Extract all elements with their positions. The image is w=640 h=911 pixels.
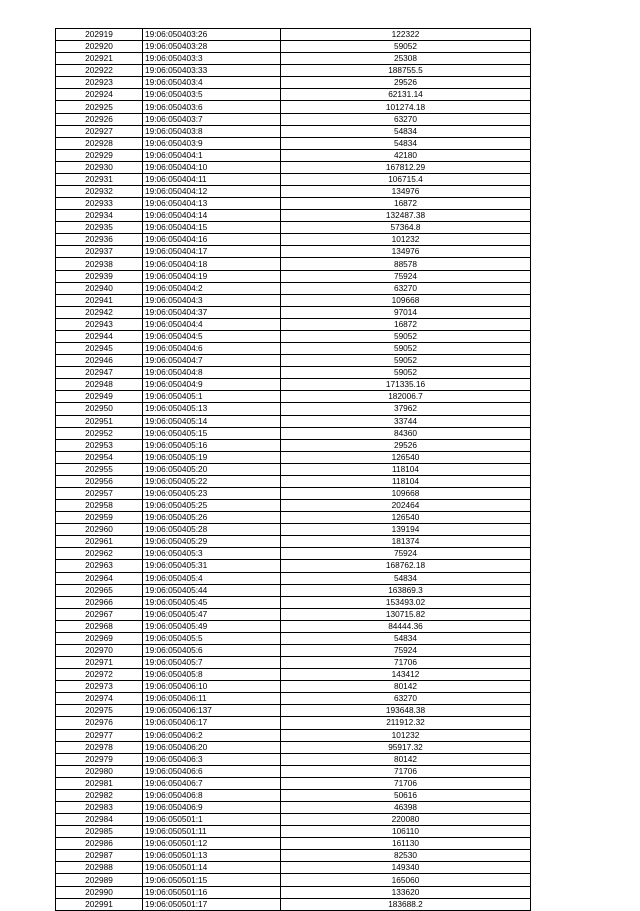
table-row — [56, 644, 531, 656]
cadastral-number-cell: 19:06:050404:19 — [143, 270, 281, 282]
cadastral-number-cell: 19:06:050403:9 — [143, 137, 281, 149]
row-number-cell: 202925 — [56, 101, 143, 113]
row-number-cell: 202975 — [56, 705, 143, 717]
value-cell: 88578 — [281, 258, 531, 270]
row-number-cell: 202937 — [56, 246, 143, 258]
table-row — [56, 572, 531, 584]
value-cell: 163869.3 — [281, 584, 531, 596]
row-number-cell: 202924 — [56, 89, 143, 101]
cadastral-number-cell: 19:06:050404:9 — [143, 379, 281, 391]
value-cell: 29526 — [281, 77, 531, 89]
cadastral-number-cell: 19:06:050404:18 — [143, 258, 281, 270]
value-cell: 59052 — [281, 355, 531, 367]
row-number-cell: 202960 — [56, 524, 143, 536]
value-cell: 101274.18 — [281, 101, 531, 113]
value-cell: 168762.18 — [281, 560, 531, 572]
value-cell: 133620 — [281, 886, 531, 898]
table-row — [56, 101, 531, 113]
cadastral-number-cell: 19:06:050406:10 — [143, 681, 281, 693]
table-row — [56, 886, 531, 898]
row-number-cell: 202952 — [56, 427, 143, 439]
value-cell: 59052 — [281, 367, 531, 379]
cadastral-number-cell: 19:06:050405:45 — [143, 596, 281, 608]
cadastral-number-cell: 19:06:050403:8 — [143, 125, 281, 137]
row-number-cell: 202977 — [56, 729, 143, 741]
table-row — [56, 427, 531, 439]
row-number-cell: 202954 — [56, 451, 143, 463]
cadastral-number-cell: 19:06:050405:15 — [143, 427, 281, 439]
table-row — [56, 451, 531, 463]
cadastral-number-cell: 19:06:050501:15 — [143, 874, 281, 886]
row-number-cell: 202959 — [56, 512, 143, 524]
value-cell: 220080 — [281, 814, 531, 826]
table-row — [56, 379, 531, 391]
row-number-cell: 202956 — [56, 475, 143, 487]
cadastral-number-cell: 19:06:050405:4 — [143, 572, 281, 584]
cadastral-number-cell: 19:06:050403:6 — [143, 101, 281, 113]
cadastral-number-cell: 19:06:050404:1 — [143, 149, 281, 161]
row-number-cell: 202957 — [56, 487, 143, 499]
cadastral-number-cell: 19:06:050405:22 — [143, 475, 281, 487]
value-cell: 130715.82 — [281, 608, 531, 620]
row-number-cell: 202966 — [56, 596, 143, 608]
row-number-cell: 202962 — [56, 548, 143, 560]
table-row — [56, 318, 531, 330]
row-number-cell: 202983 — [56, 802, 143, 814]
row-number-cell: 202964 — [56, 572, 143, 584]
cadastral-number-cell: 19:06:050501:14 — [143, 862, 281, 874]
table-row — [56, 608, 531, 620]
value-cell: 188755.5 — [281, 65, 531, 77]
table-row — [56, 294, 531, 306]
cadastral-number-cell: 19:06:050405:47 — [143, 608, 281, 620]
value-cell: 134976 — [281, 186, 531, 198]
table-row — [56, 41, 531, 53]
cadastral-number-cell: 19:06:050501:11 — [143, 826, 281, 838]
value-cell: 101232 — [281, 729, 531, 741]
value-cell: 122322 — [281, 29, 531, 41]
cadastral-number-cell: 19:06:050406:17 — [143, 717, 281, 729]
cadastral-number-cell: 19:06:050403:5 — [143, 89, 281, 101]
cadastral-number-cell: 19:06:050405:16 — [143, 439, 281, 451]
value-cell: 54834 — [281, 125, 531, 137]
cadastral-number-cell: 19:06:050404:8 — [143, 367, 281, 379]
cadastral-number-cell: 19:06:050404:14 — [143, 210, 281, 222]
row-number-cell: 202936 — [56, 234, 143, 246]
row-number-cell: 202927 — [56, 125, 143, 137]
data-table-sheet — [55, 28, 531, 911]
row-number-cell: 202967 — [56, 608, 143, 620]
row-number-cell: 202921 — [56, 53, 143, 65]
value-cell: 75924 — [281, 548, 531, 560]
row-number-cell: 202933 — [56, 198, 143, 210]
row-number-cell: 202926 — [56, 113, 143, 125]
cadastral-number-cell: 19:06:050405:49 — [143, 620, 281, 632]
cadastral-number-cell: 19:06:050405:26 — [143, 512, 281, 524]
table-row — [56, 802, 531, 814]
row-number-cell: 202976 — [56, 717, 143, 729]
cadastral-number-cell: 19:06:050403:26 — [143, 29, 281, 41]
table-row — [56, 173, 531, 185]
table-row — [56, 548, 531, 560]
table-row — [56, 524, 531, 536]
row-number-cell: 202973 — [56, 681, 143, 693]
table-row — [56, 487, 531, 499]
row-number-cell: 202991 — [56, 898, 143, 910]
cadastral-number-cell: 19:06:050405:8 — [143, 669, 281, 681]
table-row — [56, 137, 531, 149]
row-number-cell: 202950 — [56, 403, 143, 415]
table-row — [56, 306, 531, 318]
table-row — [56, 693, 531, 705]
row-number-cell: 202944 — [56, 330, 143, 342]
row-number-cell: 202947 — [56, 367, 143, 379]
value-cell: 62131.14 — [281, 89, 531, 101]
cadastral-number-cell: 19:06:050405:5 — [143, 632, 281, 644]
value-cell: 118104 — [281, 463, 531, 475]
table-row — [56, 222, 531, 234]
table-row — [56, 234, 531, 246]
table-row — [56, 500, 531, 512]
table-row — [56, 898, 531, 910]
row-number-cell: 202929 — [56, 149, 143, 161]
value-cell: 183688.2 — [281, 898, 531, 910]
cadastral-number-cell: 19:06:050404:2 — [143, 282, 281, 294]
table-row — [56, 391, 531, 403]
row-number-cell: 202951 — [56, 415, 143, 427]
table-row — [56, 681, 531, 693]
table-row — [56, 463, 531, 475]
value-cell: 153493.02 — [281, 596, 531, 608]
cadastral-number-cell: 19:06:050406:8 — [143, 789, 281, 801]
value-cell: 71706 — [281, 765, 531, 777]
cadastral-number-cell: 19:06:050405:6 — [143, 644, 281, 656]
table-row — [56, 89, 531, 101]
row-number-cell: 202963 — [56, 560, 143, 572]
value-cell: 211912.32 — [281, 717, 531, 729]
value-cell: 75924 — [281, 270, 531, 282]
cadastral-number-cell: 19:06:050406:20 — [143, 741, 281, 753]
value-cell: 106110 — [281, 826, 531, 838]
value-cell: 57364.8 — [281, 222, 531, 234]
row-number-cell: 202922 — [56, 65, 143, 77]
cadastral-number-cell: 19:06:050501:1 — [143, 814, 281, 826]
cadastral-number-cell: 19:06:050403:4 — [143, 77, 281, 89]
table-row — [56, 596, 531, 608]
value-cell: 46398 — [281, 802, 531, 814]
row-number-cell: 202928 — [56, 137, 143, 149]
row-number-cell: 202919 — [56, 29, 143, 41]
cadastral-number-cell: 19:06:050405:13 — [143, 403, 281, 415]
value-cell: 80142 — [281, 753, 531, 765]
cadastral-number-cell: 19:06:050404:5 — [143, 330, 281, 342]
row-number-cell: 202979 — [56, 753, 143, 765]
value-cell: 109668 — [281, 487, 531, 499]
row-number-cell: 202972 — [56, 669, 143, 681]
row-number-cell: 202953 — [56, 439, 143, 451]
value-cell: 54834 — [281, 572, 531, 584]
value-cell: 16872 — [281, 318, 531, 330]
table-row — [56, 186, 531, 198]
cadastral-number-cell: 19:06:050406:2 — [143, 729, 281, 741]
value-cell: 25308 — [281, 53, 531, 65]
value-cell: 16872 — [281, 198, 531, 210]
cadastral-number-cell: 19:06:050405:23 — [143, 487, 281, 499]
row-number-cell: 202961 — [56, 536, 143, 548]
cadastral-number-cell: 19:06:050405:29 — [143, 536, 281, 548]
table-row — [56, 620, 531, 632]
value-cell: 37962 — [281, 403, 531, 415]
value-cell: 71706 — [281, 657, 531, 669]
value-cell: 59052 — [281, 41, 531, 53]
row-number-cell: 202920 — [56, 41, 143, 53]
table-row — [56, 282, 531, 294]
cadastral-number-cell: 19:06:050404:15 — [143, 222, 281, 234]
cadastral-number-cell: 19:06:050404:4 — [143, 318, 281, 330]
value-cell: 63270 — [281, 282, 531, 294]
cadastral-number-cell: 19:06:050404:7 — [143, 355, 281, 367]
table-row — [56, 355, 531, 367]
row-number-cell: 202923 — [56, 77, 143, 89]
value-cell: 29526 — [281, 439, 531, 451]
row-number-cell: 202974 — [56, 693, 143, 705]
table-row — [56, 113, 531, 125]
cadastral-number-cell: 19:06:050404:16 — [143, 234, 281, 246]
cadastral-number-cell: 19:06:050406:137 — [143, 705, 281, 717]
value-cell: 59052 — [281, 330, 531, 342]
value-cell: 84360 — [281, 427, 531, 439]
table-row — [56, 669, 531, 681]
value-cell: 165060 — [281, 874, 531, 886]
value-cell: 181374 — [281, 536, 531, 548]
table-row — [56, 29, 531, 41]
value-cell: 134976 — [281, 246, 531, 258]
table-row — [56, 536, 531, 548]
row-number-cell: 202969 — [56, 632, 143, 644]
value-cell: 171335.16 — [281, 379, 531, 391]
row-number-cell: 202987 — [56, 850, 143, 862]
table-row — [56, 270, 531, 282]
value-cell: 71706 — [281, 777, 531, 789]
cadastral-number-cell: 19:06:050404:17 — [143, 246, 281, 258]
table-row — [56, 512, 531, 524]
value-cell: 50616 — [281, 789, 531, 801]
cadastral-number-cell: 19:06:050501:17 — [143, 898, 281, 910]
cadastral-number-cell: 19:06:050403:7 — [143, 113, 281, 125]
cadastral-number-cell: 19:06:050501:12 — [143, 838, 281, 850]
cadastral-number-cell: 19:06:050501:16 — [143, 886, 281, 898]
cadastral-number-cell: 19:06:050403:3 — [143, 53, 281, 65]
table-row — [56, 125, 531, 137]
cadastral-number-cell: 19:06:050501:13 — [143, 850, 281, 862]
row-number-cell: 202986 — [56, 838, 143, 850]
table-row — [56, 850, 531, 862]
row-number-cell: 202978 — [56, 741, 143, 753]
table-row — [56, 584, 531, 596]
cadastral-number-cell: 19:06:050405:20 — [143, 463, 281, 475]
table-row — [56, 415, 531, 427]
row-number-cell: 202970 — [56, 644, 143, 656]
row-number-cell: 202942 — [56, 306, 143, 318]
table-row — [56, 475, 531, 487]
table-row — [56, 65, 531, 77]
table-row — [56, 874, 531, 886]
table-row — [56, 439, 531, 451]
value-cell: 42180 — [281, 149, 531, 161]
row-number-cell: 202971 — [56, 657, 143, 669]
table-row — [56, 403, 531, 415]
table-row — [56, 729, 531, 741]
value-cell: 161130 — [281, 838, 531, 850]
row-number-cell: 202965 — [56, 584, 143, 596]
row-number-cell: 202958 — [56, 500, 143, 512]
value-cell: 106715.4 — [281, 173, 531, 185]
row-number-cell: 202934 — [56, 210, 143, 222]
cadastral-number-cell: 19:06:050405:28 — [143, 524, 281, 536]
table-row — [56, 826, 531, 838]
table-row — [56, 838, 531, 850]
table-row — [56, 753, 531, 765]
value-cell: 193648.38 — [281, 705, 531, 717]
row-number-cell: 202955 — [56, 463, 143, 475]
cadastral-number-cell: 19:06:050406:6 — [143, 765, 281, 777]
table-row — [56, 161, 531, 173]
cadastral-number-cell: 19:06:050404:10 — [143, 161, 281, 173]
value-cell: 143412 — [281, 669, 531, 681]
row-number-cell: 202943 — [56, 318, 143, 330]
cadastral-number-cell: 19:06:050403:33 — [143, 65, 281, 77]
cadastral-number-cell: 19:06:050405:44 — [143, 584, 281, 596]
table-body — [56, 29, 531, 911]
cadastral-number-cell: 19:06:050406:11 — [143, 693, 281, 705]
cadastral-number-cell: 19:06:050404:11 — [143, 173, 281, 185]
table-row — [56, 210, 531, 222]
cadastral-number-cell: 19:06:050406:3 — [143, 753, 281, 765]
value-cell: 95917.32 — [281, 741, 531, 753]
value-cell: 101232 — [281, 234, 531, 246]
row-number-cell: 202941 — [56, 294, 143, 306]
cadastral-number-cell: 19:06:050404:3 — [143, 294, 281, 306]
table-row — [56, 258, 531, 270]
cadastral-number-cell: 19:06:050405:25 — [143, 500, 281, 512]
value-cell: 167812.29 — [281, 161, 531, 173]
row-number-cell: 202989 — [56, 874, 143, 886]
table-row — [56, 198, 531, 210]
value-cell: 63270 — [281, 113, 531, 125]
table-row — [56, 765, 531, 777]
row-number-cell: 202982 — [56, 789, 143, 801]
cadastral-number-cell: 19:06:050406:9 — [143, 802, 281, 814]
value-cell: 202464 — [281, 500, 531, 512]
cadastral-number-cell: 19:06:050403:28 — [143, 41, 281, 53]
value-cell: 75924 — [281, 644, 531, 656]
row-number-cell: 202948 — [56, 379, 143, 391]
table-row — [56, 657, 531, 669]
cadastral-number-cell: 19:06:050404:37 — [143, 306, 281, 318]
row-number-cell: 202931 — [56, 173, 143, 185]
value-cell: 109668 — [281, 294, 531, 306]
row-number-cell: 202935 — [56, 222, 143, 234]
value-cell: 54834 — [281, 632, 531, 644]
table-row — [56, 53, 531, 65]
table-row — [56, 367, 531, 379]
value-cell: 80142 — [281, 681, 531, 693]
value-cell: 139194 — [281, 524, 531, 536]
value-cell: 97014 — [281, 306, 531, 318]
row-number-cell: 202932 — [56, 186, 143, 198]
cadastral-number-cell: 19:06:050404:6 — [143, 343, 281, 355]
row-number-cell: 202985 — [56, 826, 143, 838]
table-row — [56, 632, 531, 644]
value-cell: 126540 — [281, 512, 531, 524]
cadastral-number-cell: 19:06:050405:1 — [143, 391, 281, 403]
table-row — [56, 789, 531, 801]
row-number-cell: 202988 — [56, 862, 143, 874]
value-cell: 82530 — [281, 850, 531, 862]
row-number-cell: 202940 — [56, 282, 143, 294]
table-row — [56, 741, 531, 753]
row-number-cell: 202980 — [56, 765, 143, 777]
table-row — [56, 717, 531, 729]
table-row — [56, 862, 531, 874]
table-row — [56, 777, 531, 789]
table-row — [56, 149, 531, 161]
value-cell: 33744 — [281, 415, 531, 427]
cadastral-number-cell: 19:06:050405:3 — [143, 548, 281, 560]
cadastral-number-cell: 19:06:050404:13 — [143, 198, 281, 210]
row-number-cell: 202930 — [56, 161, 143, 173]
cadastral-number-cell: 19:06:050405:14 — [143, 415, 281, 427]
table-row — [56, 560, 531, 572]
row-number-cell: 202968 — [56, 620, 143, 632]
row-number-cell: 202990 — [56, 886, 143, 898]
table-row — [56, 77, 531, 89]
row-number-cell: 202949 — [56, 391, 143, 403]
table-row — [56, 343, 531, 355]
table-row — [56, 330, 531, 342]
data-table — [55, 28, 531, 911]
value-cell: 132487.38 — [281, 210, 531, 222]
table-row — [56, 814, 531, 826]
row-number-cell: 202938 — [56, 258, 143, 270]
row-number-cell: 202939 — [56, 270, 143, 282]
value-cell: 54834 — [281, 137, 531, 149]
cadastral-number-cell: 19:06:050405:19 — [143, 451, 281, 463]
value-cell: 63270 — [281, 693, 531, 705]
value-cell: 126540 — [281, 451, 531, 463]
value-cell: 149340 — [281, 862, 531, 874]
table-row — [56, 705, 531, 717]
value-cell: 182006.7 — [281, 391, 531, 403]
table-row — [56, 246, 531, 258]
value-cell: 84444.36 — [281, 620, 531, 632]
cadastral-number-cell: 19:06:050405:7 — [143, 657, 281, 669]
cadastral-number-cell: 19:06:050406:7 — [143, 777, 281, 789]
cadastral-number-cell: 19:06:050405:31 — [143, 560, 281, 572]
value-cell: 59052 — [281, 343, 531, 355]
row-number-cell: 202981 — [56, 777, 143, 789]
row-number-cell: 202984 — [56, 814, 143, 826]
row-number-cell: 202946 — [56, 355, 143, 367]
value-cell: 118104 — [281, 475, 531, 487]
cadastral-number-cell: 19:06:050404:12 — [143, 186, 281, 198]
row-number-cell: 202945 — [56, 343, 143, 355]
